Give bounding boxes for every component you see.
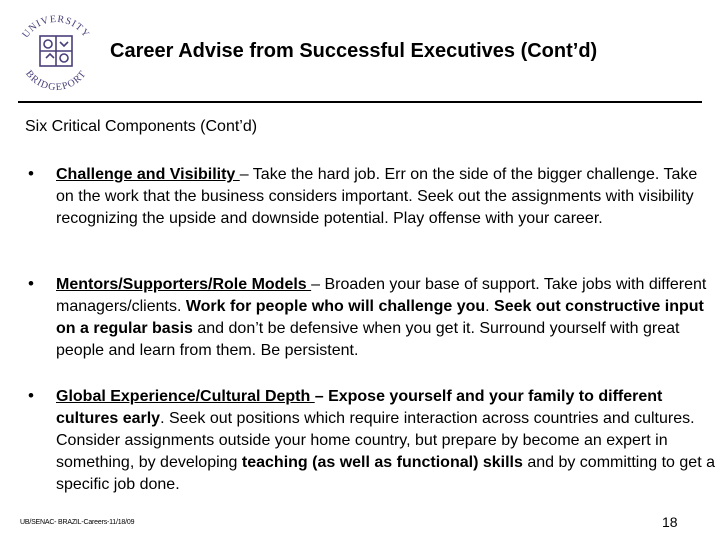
bullet-text-bold: Seek out constructive input on a regular basis	[56, 298, 704, 337]
bullet-text-part: .	[485, 298, 495, 315]
bullet-marker: •	[28, 386, 34, 405]
bullet-heading: Mentors/Supporters/Role Models	[56, 276, 312, 293]
bullet-item	[56, 386, 716, 496]
bullet-text-bold: – Expose yourself and your family to different cultures early	[56, 388, 663, 427]
university-logo	[10, 6, 102, 98]
logo-text-bottom: BRIDGEPORT	[23, 68, 89, 94]
bullet-heading: Global Experience/Cultural Depth	[56, 388, 315, 405]
bullet-text-part: . Take jobs with different managers/clients.	[56, 276, 707, 315]
bullet-text-part: – Broaden your base of support	[311, 276, 536, 293]
bullet-text-part: and don’t be defensive when you get it. Surround yourself with great people and learn from them. Be persistent.	[56, 320, 680, 359]
bullet-item	[56, 274, 716, 362]
page-title: Career Advise from Successful Executives (Cont’d)	[110, 40, 598, 62]
logo-text-top: UNIVERSITY	[20, 13, 92, 41]
svg-text:BRIDGEPORT	[23, 68, 89, 93]
title-divider	[18, 101, 702, 103]
bullet-text-part: and by committing to get a specific job done.	[56, 454, 715, 493]
subtitle: Six Critical Components (Cont’d)	[25, 118, 258, 135]
footer-note: UB/SENAC- BRAZIL-Careers-11/18/09	[20, 519, 135, 526]
page-number: 18	[662, 514, 678, 530]
bullet-heading: Challenge and Visibility	[56, 166, 240, 183]
bullet-text-part: – Take the hard job	[239, 166, 376, 183]
bullet-marker: •	[28, 164, 34, 183]
bullet-text-bold: teaching (as well as functional) skills	[241, 454, 523, 471]
bullet-text-part: . Seek out positions which require interaction across countries and cultures. Consider assignments outside your home country, but prepare by become an expert in something, by developing	[56, 410, 695, 471]
bullet-text-bold: Work for people who will challenge you	[185, 298, 486, 315]
bullet-marker: •	[28, 274, 34, 293]
bullet-text-part: . Err on the side of the bigger challenge. Take on the work that the business considers important. Seek out the assignments with visibility recognizing the upside and downside potential. Play offense with your career.	[56, 166, 698, 227]
bullet-item	[56, 164, 716, 230]
